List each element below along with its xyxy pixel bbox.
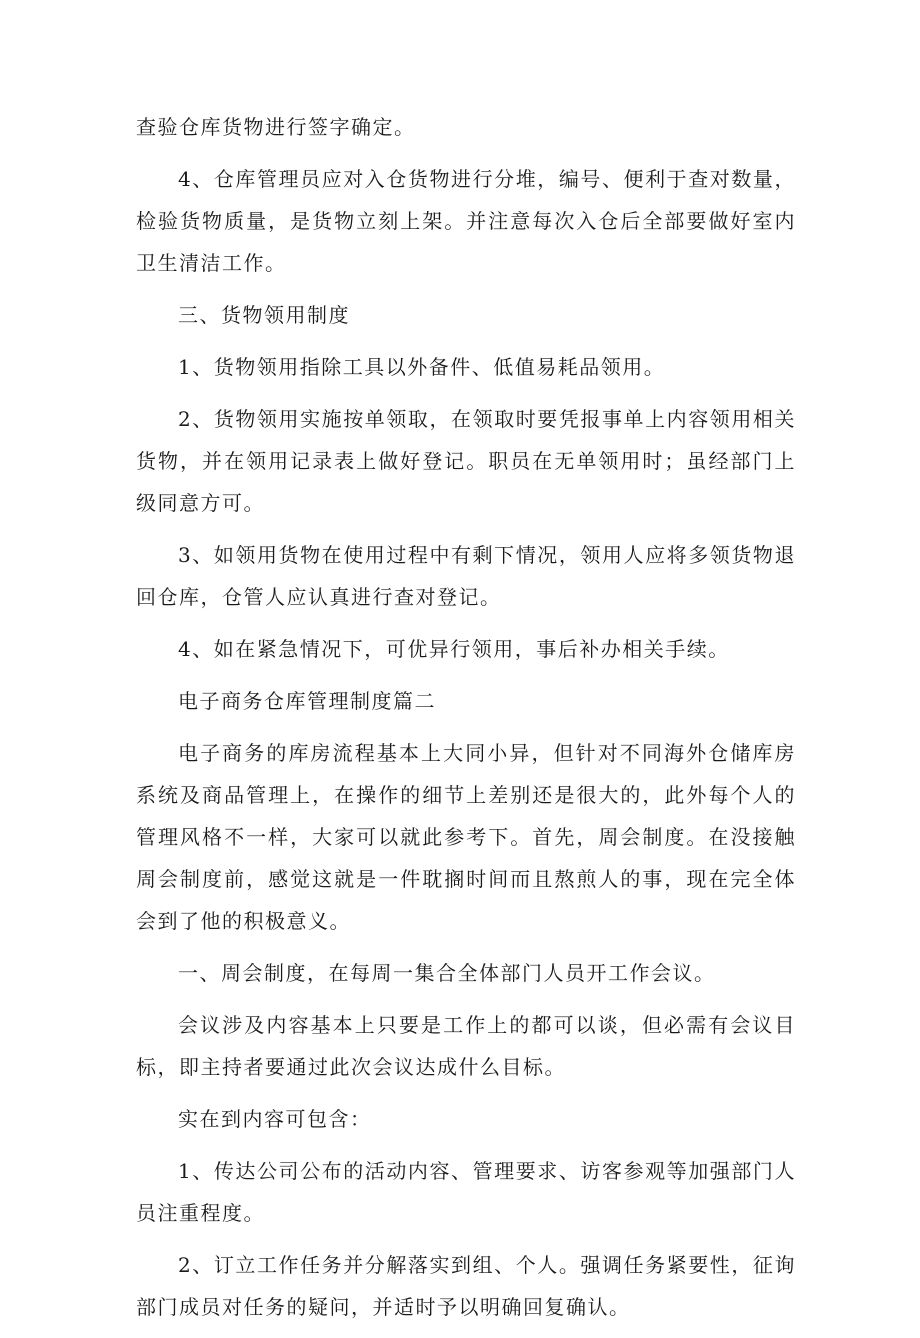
paragraph-continuation: 查验仓库货物进行签字确定。 <box>136 115 416 139</box>
paragraph-item-3-requisition: 3、如领用货物在使用过程中有剩下情况，领用人应将多领货物退回仓库，仓管人应认真进行查对登记。 <box>136 543 796 609</box>
paragraph-item-4-storage: 4、仓库管理员应对入仓货物进行分堆，编号、便利于查对数量，检验货物质量，是货物立刻上架。并注意每次入仓后全部要做好室内卫生清洁工作。 <box>136 167 796 275</box>
paragraph-item-4-requisition: 4、如在紧急情况下，可优异行领用，事后补办相关手续。 <box>178 637 730 661</box>
paragraph-content-includes: 实在到内容可包含： <box>178 1107 372 1131</box>
paragraph-item-1-meeting: 1、传达公司公布的活动内容、管理要求、访客参观等加强部门人员注重程度。 <box>136 1159 796 1225</box>
paragraph-intro-ecommerce: 电子商务的库房流程基本上大同小异，但针对不同海外仓储库房系统及商品管理上，在操作的细节上差别还是很大的，此外每个人的管理风格不一样，大家可以就此参考下。首先，周会制度。在没接触周会制度前，感觉这就是一件耽搁时间而且熬煎人的事，现在完全体会到了他的积极意义。 <box>136 741 796 933</box>
section-heading-weekly-meeting: 一、周会制度，在每周一集合全体部门人员开工作会议。 <box>178 961 716 985</box>
section-heading-goods-requisition: 三、货物领用制度 <box>178 303 350 327</box>
paragraph-item-2-meeting: 2、订立工作任务并分解落实到组、个人。强调任务紧要性，征询部门成员对任务的疑问，并适时予以明确回复确认。 <box>136 1253 796 1319</box>
paragraph-item-2-requisition: 2、货物领用实施按单领取，在领取时要凭报事单上内容领用相关货物，并在领用记录表上做好登记。职员在无单领用时；虽经部门上级同意方可。 <box>136 407 796 515</box>
paragraph-item-1-requisition: 1、货物领用指除工具以外备件、低值易耗品领用。 <box>178 355 666 379</box>
paragraph-meeting-content: 会议涉及内容基本上只要是工作上的都可以谈，但必需有会议目标，即主持者要通过此次会议达成什么目标。 <box>136 1013 796 1079</box>
document-body <box>136 106 796 1338</box>
article-title-part-two: 电子商务仓库管理制度篇二 <box>178 689 436 713</box>
